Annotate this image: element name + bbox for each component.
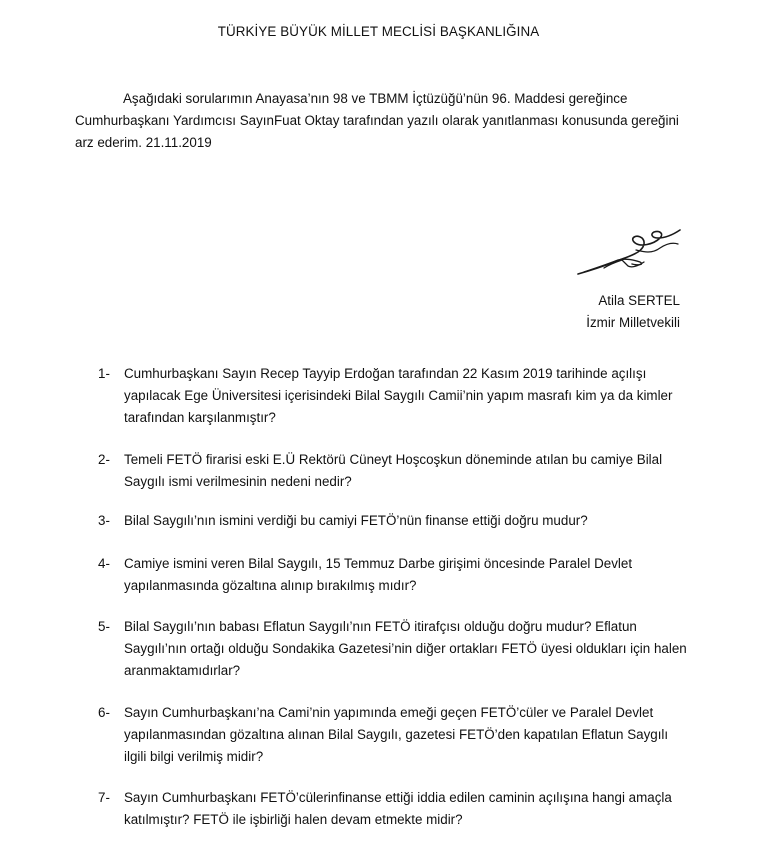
- handwritten-signature: [574, 222, 684, 280]
- question-text: Bilal Saygılı’nın ismini verdiği bu camiyi FETÖ’nün finanse ettiği doğru mudur?: [124, 513, 588, 528]
- question-text: Sayın Cumhurbaşkanı FETÖ’cülerinfinanse ettiği iddia edilen caminin açılışına hangi amaçla katılmıştır? FETÖ ile işbirliği halen devam etmekte midir?: [124, 790, 672, 827]
- document-heading: TÜRKİYE BÜYÜK MİLLET MECLİSİ BAŞKANLIĞINA: [217, 24, 540, 39]
- question-number: 3-: [98, 513, 110, 528]
- question-number: 2-: [98, 452, 110, 467]
- question-text: Cumhurbaşkanı Sayın Recep Tayyip Erdoğan tarafından 22 Kasım 2019 tarihinde açılışı yapılacak Ege Üniversitesi içerisindeki Bilal Saygılı Camii’nin yapım masrafı kim ya da kimler tarafından karşılanmıştır?: [124, 366, 673, 425]
- question-text: Camiye ismini veren Bilal Saygılı, 15 Temmuz Darbe girişimi öncesinde Paralel Devlet yapılanmasında gözaltına alınıp bırakılmış mıdır?: [124, 556, 633, 593]
- question-text: Bilal Saygılı’nın babası Eflatun Saygılı’nın FETÖ itirafçısı olduğu doğru mudur? Eflatun Saygılı’nın ortağı olduğu Sondakika Gazetesi’nin diğer ortakları FETÖ üyesi oldukları için halen aranmaktamıdırlar?: [124, 619, 687, 678]
- signer-block: [586, 290, 680, 334]
- question-number: 4-: [98, 556, 110, 571]
- question-item: [98, 787, 688, 831]
- question-number: 6-: [98, 705, 110, 720]
- question-item: [98, 449, 688, 493]
- intro-paragraph: Aşağıdaki sorularımın Anayasa’nın 98 ve TBMM İçtüzüğü’nün 96. Maddesi gereğince Cumhurbaşkanı Yardımcısı SayınFuat Oktay tarafından yazılı olarak yanıtlanması konusunda gereğini arz ederim. 21.11.2019: [75, 91, 679, 150]
- question-number: 5-: [98, 619, 110, 634]
- question-item: [98, 510, 688, 532]
- question-item: [98, 363, 688, 429]
- signer-name: Atila SERTEL: [598, 293, 680, 308]
- question-item: [98, 553, 688, 597]
- question-item: [98, 616, 688, 682]
- question-number: 7-: [98, 790, 110, 805]
- question-item: [98, 702, 688, 768]
- signer-title: İzmir Milletvekili: [586, 315, 680, 330]
- question-text: Temeli FETÖ firarisi eski E.Ü Rektörü Cüneyt Hoşcoşkun döneminde atılan bu camiye Bilal Saygılı ismi verilmesinin nedeni nedir?: [124, 452, 663, 489]
- question-text: Sayın Cumhurbaşkanı’na Cami’nin yapımında emeği geçen FETÖ’cüler ve Paralel Devlet yapılanmasından gözaltına alınan Bilal Saygılı, gazetesi FETÖ’den kapatılan Eflatun Saygılı ilgili bilgi verilmiş midir?: [124, 705, 669, 764]
- question-number: 1-: [98, 366, 110, 381]
